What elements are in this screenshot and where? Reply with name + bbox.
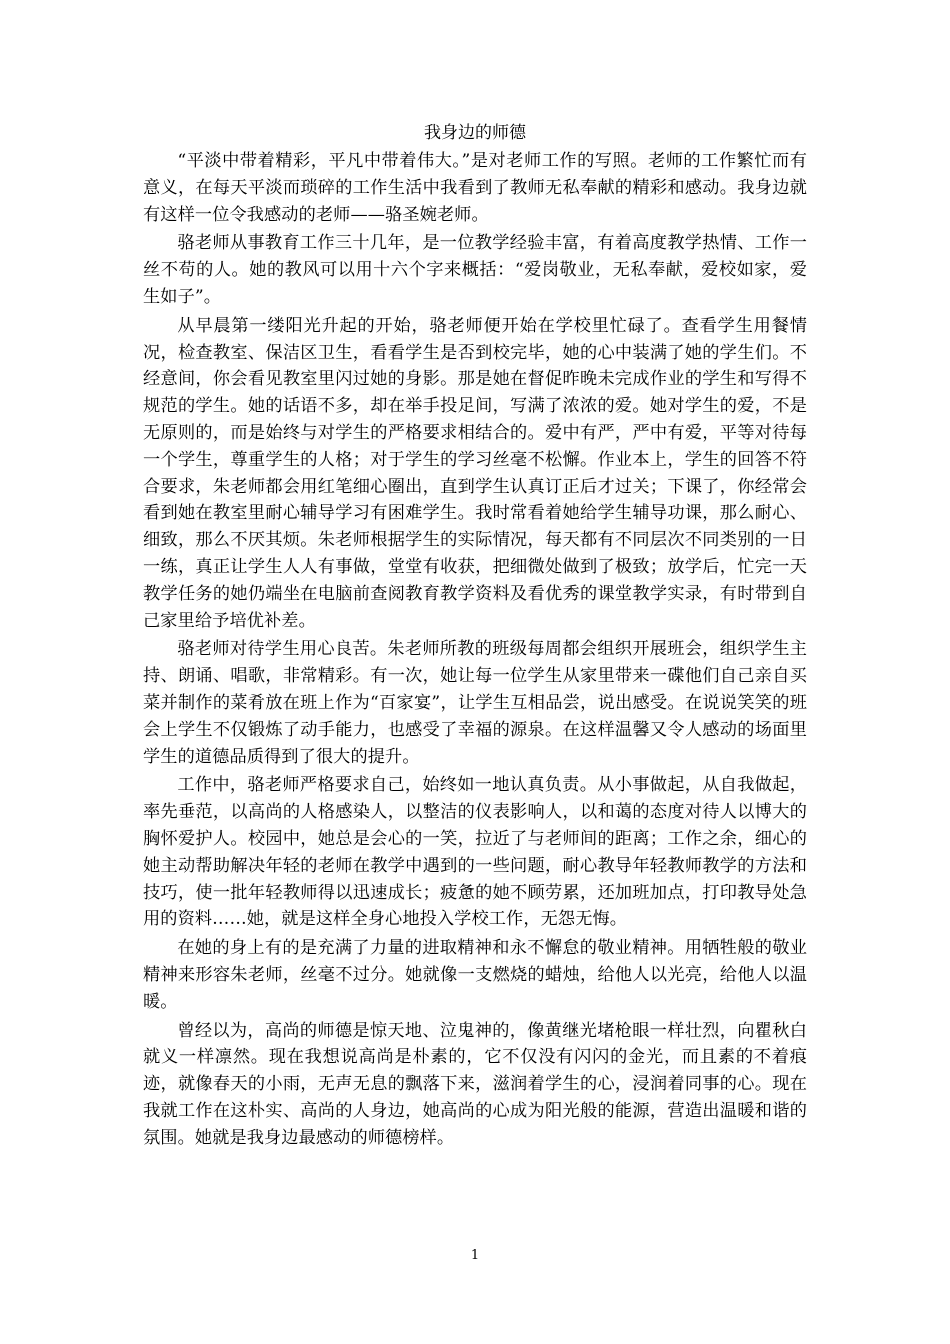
paragraph-1: “平淡中带着精彩，平凡中带着伟大。”是对老师工作的写照。老师的工作繁忙而有意义，在每天平淡而琐碎的工作生活中我看到了教师无私奉献的精彩和感动。我身边就有这样一位令我感动的老师——骆圣婉老师。 [143,151,807,225]
paragraph-3: 从早晨第一缕阳光升起的开始，骆老师便开始在学校里忙碌了。查看学生用餐情况，检查教室、保洁区卫生，看看学生是否到校完毕，她的心中装满了她的学生们。不经意间，你会看见教室里闪过她的身影。那是她在督促昨晚未完成作业的学生和写得不规范的学生。她的话语不多，却在举手投足间，写满了浓浓的爱。她对学生的爱，不是无原则的，而是始终与对学生的严格要求相结合的。爱中有严，严中有爱，平等对待每一个学生，尊重学生的人格；对于学生的学习丝毫不松懈。作业本上，学生的回答不符合要求，朱老师都会用红笔细心圈出，直到学生认真订正后才过关；下课了，你经常会看到她在教室里耐心辅导学习有困难学生。我时常看着她给学生辅导功课，那么耐心、细致，那么不厌其烦。朱老师根据学生的实际情况，每天都有不同层次不同类别的一日一练，真正让学生人人有事做，堂堂有收获，把细微处做到了极致；放学后，忙完一天教学任务的她仍端坐在电脑前查阅教育教学资料及看优秀的课堂教学实录，有时带到自己家里给予培优补差。 [143,315,807,631]
document-title: 我身边的师德 [424,123,526,143]
paragraph-5: 工作中，骆老师严格要求自己，始终如一地认真负责。从小事做起，从自我做起，率先垂范，以高尚的人格感染人，以整洁的仪表影响人，以和蔼的态度对待人以博大的胸怀爱护人。校园中，她总是会心的一笑，拉近了与老师间的距离；工作之余，细心的她主动帮助解决年轻的老师在教学中遇到的一些问题，耐心教导年轻教师教学的方法和技巧，使一批年轻教师得以迅速成长；疲惫的她不顾劳累，还加班加点，打印教导处急用的资料……她，就是这样全身心地投入学校工作，无怨无悔。 [143,775,807,930]
paragraph-2: 骆老师从事教育工作三十几年，是一位教学经验丰富，有着高度教学热情、工作一丝不苟的人。她的教风可以用十六个字来概括：“爱岗敬业，无私奉献，爱校如家，爱生如子”。 [143,233,807,307]
page-number: 1 [470,1248,480,1263]
paragraph-4: 骆老师对待学生用心良苦。朱老师所教的班级每周都会组织开展班会，组织学生主持、朗诵、唱歌，非常精彩。有一次，她让每一位学生从家里带来一碟他们自己亲自买菜并制作的菜肴放在班上作为“百家宴”，让学生互相品尝，说出感受。在说说笑笑的班会上学生不仅锻炼了动手能力，也感受了幸福的源泉。在这样温馨又令人感动的场面里学生的道德品质得到了很大的提升。 [143,639,807,767]
paragraph-7: 曾经以为，高尚的师德是惊天地、泣鬼神的，像黄继光堵枪眼一样壮烈，向瞿秋白就义一样凛然。现在我想说高尚是朴素的，它不仅没有闪闪的金光，而且素的不着痕迹，就像春天的小雨，无声无息的飘落下来，滋润着学生的心，浸润着同事的心。现在我就工作在这朴实、高尚的人身边，她高尚的心成为阳光般的能源，营造出温暖和谐的氛围。她就是我身边最感动的师德榜样。 [143,1020,807,1148]
document-body [143,148,807,1153]
paragraph-6: 在她的身上有的是充满了力量的进取精神和永不懈怠的敬业精神。用牺牲般的敬业精神来形容朱老师，丝毫不过分。她就像一支燃烧的蜡烛，给他人以光亮，给他人以温暖。 [143,938,807,1012]
